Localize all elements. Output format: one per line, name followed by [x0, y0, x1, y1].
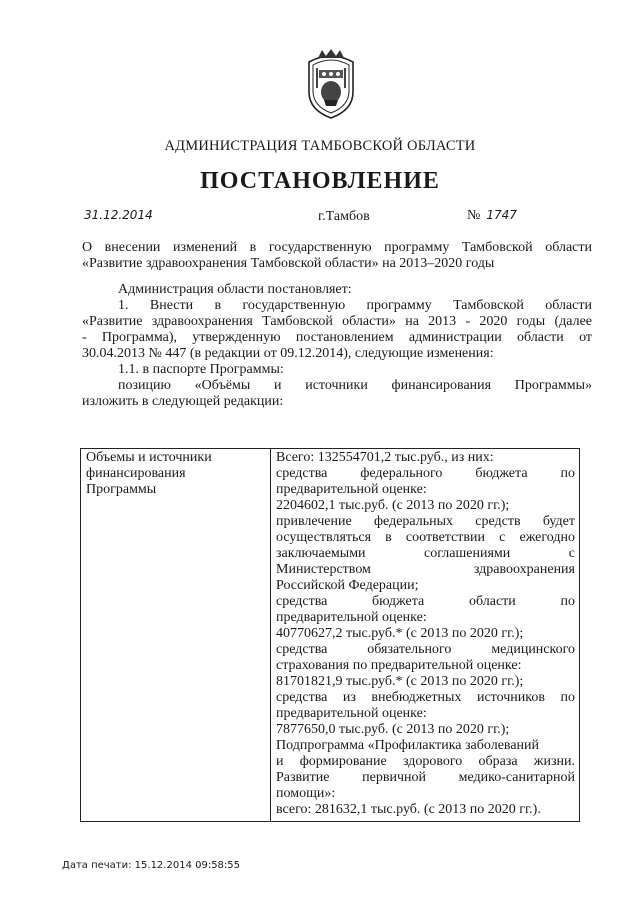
value-line: страхования по предварительной оценке: [276, 658, 522, 673]
document-type-title: ПОСТАНОВЛЕНИЕ [200, 168, 440, 194]
value-line: Всего: 132554701,2 тыс.руб., из них: [276, 450, 494, 465]
document-body [82, 282, 592, 410]
value-line: 7877650,0 тыс.руб. (с 2013 по 2020 гг.); [276, 722, 510, 737]
item1-1-paragraph: 1.1. в паспорте Программы: [118, 362, 284, 377]
value-line: средства бюджета области по [276, 594, 575, 609]
document-subject [82, 240, 592, 272]
number-value: 1747 [486, 208, 517, 222]
value-line: Подпрограмма «Профилактика заболеваний [276, 738, 540, 753]
item1-line: 1. Внести в государственную программу Тамбовской области [118, 298, 592, 313]
value-line: средства из внебюджетных источников по [276, 690, 575, 705]
position-line: позицию «Объёмы и источники финансирования Программы» [118, 378, 592, 393]
label-line: Программы [86, 482, 157, 497]
value-line: Министерством здравоохранения [276, 562, 575, 577]
item1-line: «Развитие здравоохранения Тамбовской области» на 2013 - 2020 годы (далее [82, 314, 592, 329]
document-number [467, 208, 517, 224]
position-line: изложить в следующей редакции: [82, 394, 284, 409]
print-date-footer: Дата печати: 15.12.2014 09:58:55 [62, 860, 241, 871]
label-line: финансирования [86, 466, 186, 481]
item1-line: 30.04.2013 № 447 (в редакции от 09.12.2014), следующие изменения: [82, 346, 494, 361]
value-line: средства федерального бюджета по [276, 466, 575, 481]
value-line: 40770627,2 тыс.руб.* (с 2013 по 2020 гг.); [276, 626, 524, 641]
value-line: всего: 281632,1 тыс.руб. (с 2013 по 2020 гг.). [276, 802, 541, 817]
label-line: Объемы и источники [86, 450, 212, 465]
value-line: предварительной оценке: [276, 706, 427, 721]
value-line: осуществляться в соответствии с ежегодно [276, 530, 575, 545]
table-value-cell [271, 449, 580, 822]
value-line: Развитие первичной медико-санитарной [276, 770, 575, 785]
value-line: предварительной оценке: [276, 610, 427, 625]
value-line: средства обязательного медицинского [276, 642, 575, 657]
value-line: предварительной оценке: [276, 482, 427, 497]
value-line: 81701821,9 тыс.руб.* (с 2013 по 2020 гг.); [276, 674, 524, 689]
table-label-cell [81, 449, 271, 822]
coat-of-arms-emblem [300, 48, 362, 120]
number-label: № [467, 208, 481, 223]
document-date: 31.12.2014 [84, 208, 153, 222]
value-line: Российской Федерации; [276, 578, 419, 593]
organization-name: АДМИНИСТРАЦИЯ ТАМБОВСКОЙ ОБЛАСТИ [164, 138, 476, 154]
intro-paragraph: Администрация области постановляет: [118, 282, 352, 297]
value-line: заключаемыми соглашениями с [276, 546, 575, 561]
document-city: г.Тамбов [318, 209, 370, 224]
table-row [81, 449, 580, 822]
value-line: помощи»: [276, 786, 336, 801]
item1-line: - Программа), утвержденную постановлением администрации области от [82, 330, 592, 345]
financing-table [80, 448, 580, 822]
subject-line: О внесении изменений в государственную программу Тамбовской области [82, 240, 592, 255]
value-line: привлечение федеральных средств будет [276, 514, 575, 529]
subject-line: «Развитие здравоохранения Тамбовской области» на 2013–2020 годы [82, 256, 495, 271]
value-line: и формирование здорового образа жизни. [276, 754, 575, 769]
value-line: 2204602,1 тыс.руб. (с 2013 по 2020 гг.); [276, 498, 510, 513]
